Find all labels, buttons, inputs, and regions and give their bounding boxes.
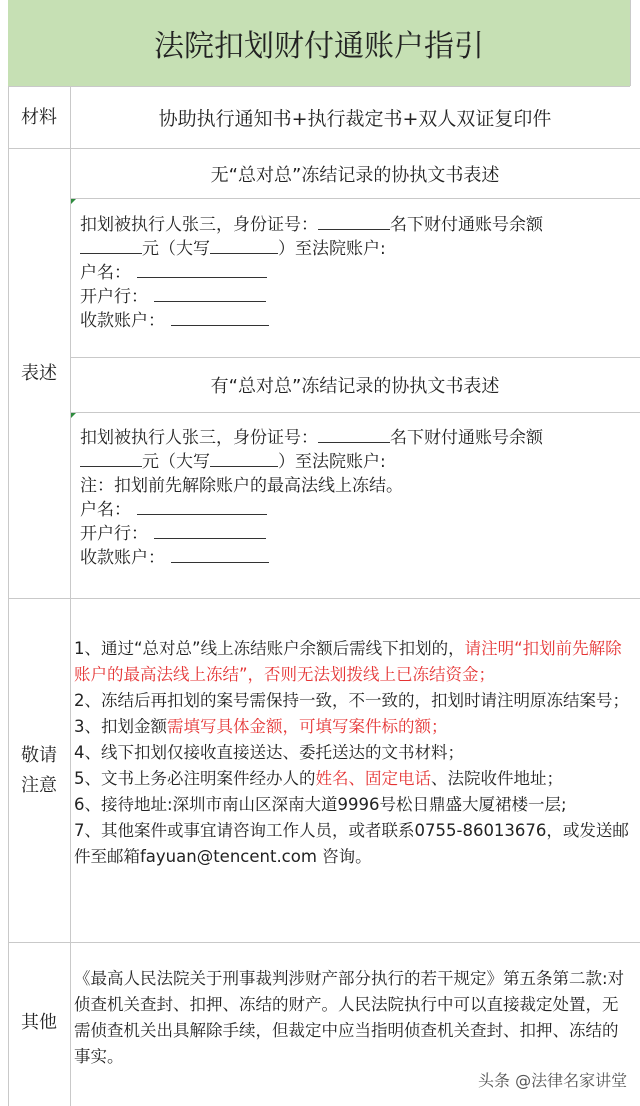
no-record-line1: 扣划被执行人张三，身份证号： 名下财付通账号余额 <box>80 215 543 235</box>
has-record-block <box>80 426 543 570</box>
grid-line-row2 <box>8 598 640 599</box>
grid-line-label <box>70 86 71 1106</box>
has-record-heading: 有“总对总”冻结记录的协执文书表述 <box>210 376 500 397</box>
grid-line-sub1 <box>70 198 640 199</box>
page-title: 法院扣划财付通账户指引 <box>8 0 630 87</box>
no-record-line2: 元（大写 ）至法院账户: <box>80 237 543 261</box>
notice-list <box>74 636 634 870</box>
has-record-bank: 开户行： <box>80 522 543 546</box>
id-blank <box>318 215 390 230</box>
has-record-account-no: 收款账户： <box>80 546 543 570</box>
grid-line-row3 <box>8 942 640 943</box>
notice-label-line2: 注意 <box>21 774 57 796</box>
has-record-note: 注：扣划前先解除账户的最高法线上冻结。 <box>80 476 403 496</box>
statement-label: 表述 <box>21 362 57 384</box>
watermark: 头条 @法律名家讲堂 <box>478 1071 628 1090</box>
cell-marker <box>71 199 76 204</box>
other-content: 《最高人民法院关于刑事裁判涉财产部分执行的若干规定》第五条第二款:对侦查机关查封、扣押、冻结的财产。人民法院执行中可以直接裁定处置，无需侦查机关出具解除手续，但裁定中应当指明侦查机关查封、扣押、冻结的事实。 <box>74 969 625 1066</box>
no-record-account-name: 户名： <box>80 261 543 285</box>
notice-item-1: 1、通过“总对总”线上冻结账户余额后需线下扣划的，请注明“扣划前先解除账户的最高法线上冻结”，否则无法划拨线上已冻结资金； <box>74 639 622 684</box>
amount-blank <box>80 239 142 254</box>
no-record-block <box>80 213 543 333</box>
capital-blank <box>210 452 278 467</box>
notice-item-3: 3、扣划金额需填写具体金额，可填写案件标的额； <box>74 717 448 736</box>
has-record-account-name: 户名： <box>80 498 543 522</box>
notice-item-7: 7、其他案件或事宜请咨询工作人员，或者联系0755-86013676，或发送邮件至邮箱fayuan@tencent.com 咨询。 <box>74 821 629 866</box>
notice-item-2: 2、冻结后再扣划的案号需保持一致，不一致的，扣划时请注明原冻结案号； <box>74 691 629 710</box>
grid-line-right <box>630 0 631 86</box>
id-blank <box>318 428 390 443</box>
notice-item-5: 5、文书上务必注明案件经办人的姓名、固定电话、法院收件地址； <box>74 769 563 788</box>
materials-content: 协助执行通知书+执行裁定书+双人双证复印件 <box>158 108 552 130</box>
has-record-line2: 元（大写 ）至法院账户: <box>80 450 543 474</box>
no-record-heading: 无“总对总”冻结记录的协执文书表述 <box>210 164 500 186</box>
materials-label: 材料 <box>21 106 57 128</box>
notice-item-4: 4、线下扣划仅接收直接送达、委托送达的文书材料； <box>74 743 464 762</box>
capital-blank <box>210 239 278 254</box>
has-record-line1: 扣划被执行人张三，身份证号： 名下财付通账号余额 <box>80 428 543 448</box>
notice-item-6: 6、接待地址:深圳市南山区深南大道9996号松日鼎盛大厦裙楼一层; <box>74 795 567 814</box>
notice-label-line1: 敬请 <box>21 744 57 766</box>
other-label: 其他 <box>21 1012 57 1033</box>
grid-line-sub3 <box>70 412 640 413</box>
amount-blank <box>80 452 142 467</box>
cell-marker <box>71 413 76 418</box>
no-record-account-no: 收款账户： <box>80 309 543 333</box>
notice-label <box>8 599 70 942</box>
no-record-bank: 开户行： <box>80 285 543 309</box>
